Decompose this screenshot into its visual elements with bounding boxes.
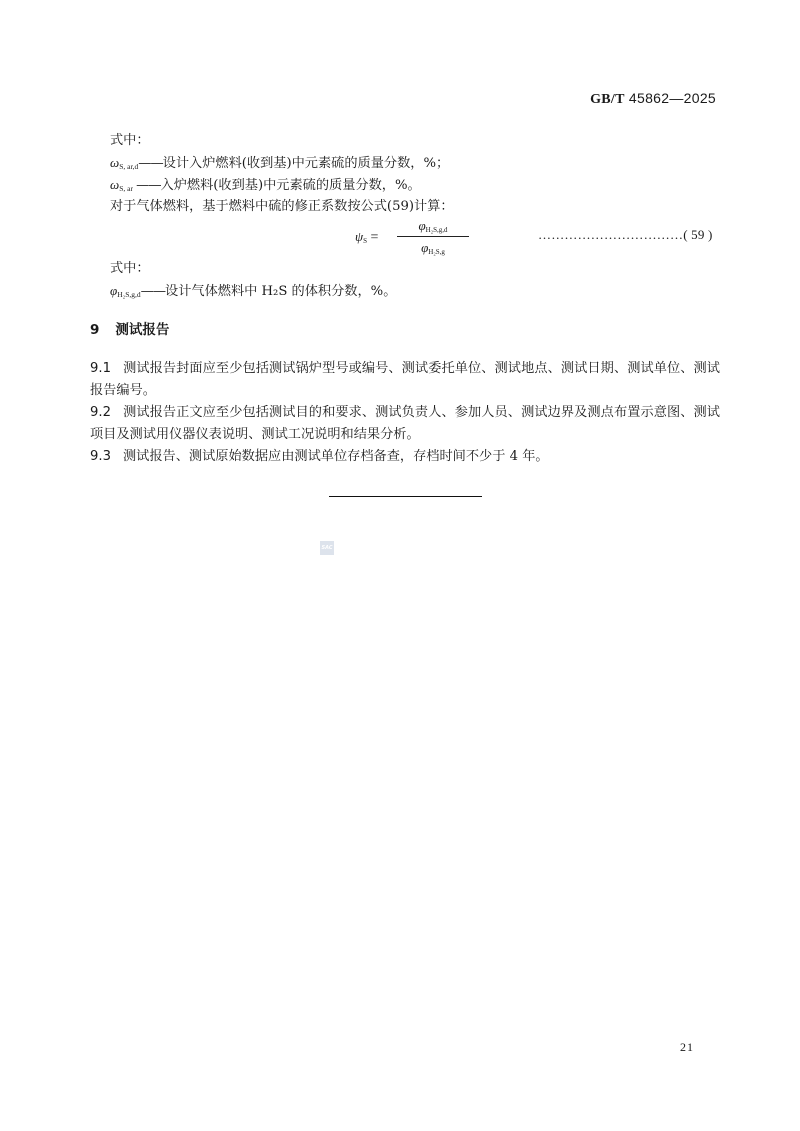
standard-code [590, 90, 716, 108]
where-label-1: 式中： [110, 133, 150, 148]
where-label-2: 式中： [110, 261, 150, 276]
definition-text: 设计入炉燃料(收到基)中元素硫的质量分数，%； [162, 156, 450, 171]
formula-lhs [355, 229, 378, 246]
clause-9-2 [90, 402, 720, 446]
clause-text: 测试报告封面应至少包括测试锅炉型号或编号、测试委托单位、测试地点、测试日期、测试单位、测试报告编号。 [90, 361, 720, 398]
symbol-phi: φ [110, 283, 118, 298]
fraction-bar [397, 236, 469, 237]
sac-watermark-icon: SAC [320, 541, 334, 555]
definition-text: 设计气体燃料中 H₂S 的体积分数，%。 [165, 284, 397, 299]
symbol-subscript: S, ar [119, 184, 133, 193]
clause-9-3 [90, 446, 720, 468]
definition-dash: —— [132, 178, 161, 193]
equals-sign: = [370, 230, 379, 245]
clause-text: 测试报告正文应至少包括测试目的和要求、测试负责人、参加人员、测试边界及测点布置示意图、测试项目及测试用仪器仪表说明、测试工况说明和结果分析。 [90, 405, 720, 442]
fraction-numerator [397, 218, 469, 234]
symbol-subscript: H₂S,g,d [425, 226, 448, 234]
standard-prefix: GB/T [590, 92, 625, 107]
equation-number-line [538, 227, 713, 243]
symbol-omega: ω [110, 177, 120, 192]
formula-fraction [397, 218, 469, 256]
clause-number: 9.3 [90, 449, 111, 464]
gas-fuel-intro: 对于气体燃料，基于燃料中硫的修正系数按公式(59)计算： [110, 199, 454, 214]
symbol-subscript: S, ar,d [119, 162, 139, 171]
clause-9-1 [90, 358, 720, 402]
section-heading [90, 318, 169, 338]
symbol-omega: ω [110, 155, 120, 170]
symbol-subscript: H₂S,g,d [117, 290, 141, 299]
symbol-subscript: H₂S,g [428, 248, 445, 256]
leader-dots: …………………………… [538, 227, 684, 242]
symbol-subscript: S [363, 237, 367, 245]
clause-text: 测试报告、测试原始数据应由测试单位存档备查，存档时间不少于 4 年。 [122, 449, 549, 464]
symbol-phi: φ [418, 218, 426, 233]
page-number: 21 [680, 1040, 694, 1054]
definition-text: 入炉燃料(收到基)中元素硫的质量分数，%。 [160, 178, 421, 193]
definition-dash: —— [138, 156, 163, 171]
clause-number: 9.2 [90, 405, 111, 420]
definition-dash: —— [140, 284, 166, 299]
section-title: 测试报告 [115, 322, 170, 338]
equation-number: ( 59 ) [683, 227, 713, 242]
formula-59 [355, 218, 475, 258]
clause-number: 9.1 [90, 361, 111, 376]
section-number: 9 [90, 322, 100, 338]
fraction-denominator [397, 240, 469, 256]
symbol-psi: ψ [355, 229, 364, 244]
standard-number: 45862—2025 [628, 90, 716, 106]
definition-phi-h2s-g-d [110, 280, 396, 306]
symbol-phi: φ [421, 240, 429, 255]
end-of-document-rule [329, 496, 482, 497]
